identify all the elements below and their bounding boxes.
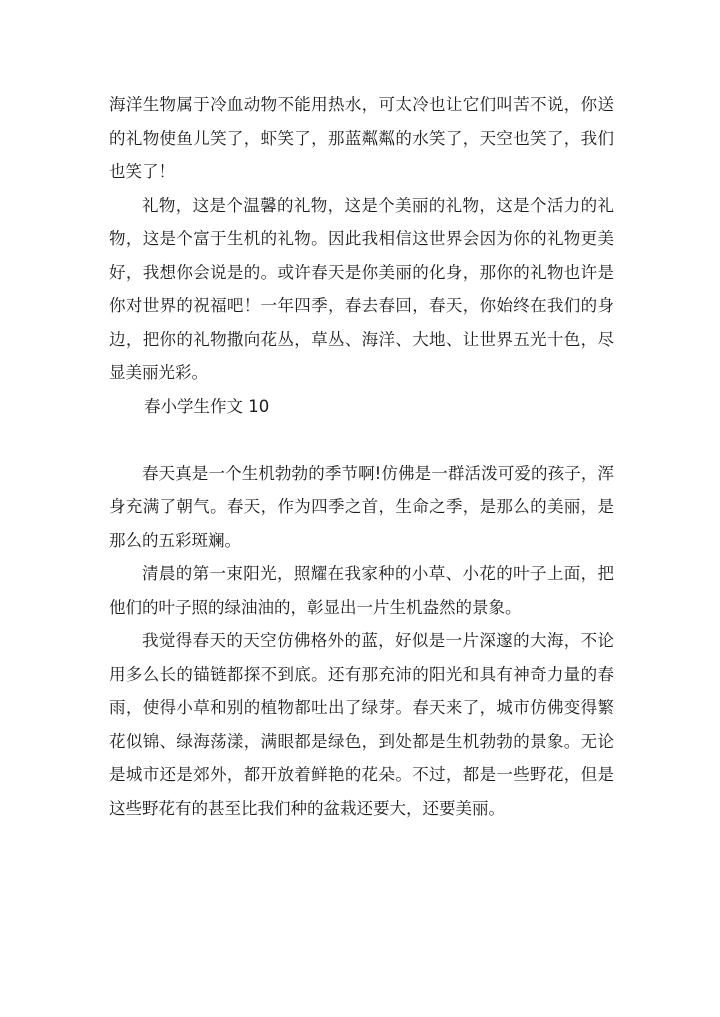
- paragraph-spring-sky: 我觉得春天的天空仿佛格外的蓝，好似是一片深邃的大海，不论用多么长的锚链都探不到底。还有那充沛的阳光和具有神奇力量的春雨，使得小草和别的植物都吐出了绿芽。春天来了，城市仿佛变得繁花似锦、绿海荡漾，满眼都是绿色，到处都是生机勃勃的景象。无论是城市还是郊外，都开放着鲜艳的花朵。不过，都是一些野花，但是这些野花有的甚至比我们种的盆栽还要大，还要美丽。: [109, 631, 614, 818]
- section-heading: 春小学生作文 10: [144, 396, 270, 416]
- paragraph-spring-intro: 春天真是一个生机勃勃的季节啊!仿佛是一群活泼可爱的孩子，浑身充满了朝气。春天，作为四季之首，生命之季，是那么的美丽，是那么的五彩斑斓。: [109, 463, 614, 550]
- document-body: [109, 88, 614, 825]
- blank-line: [109, 423, 614, 457]
- paragraph-continuation: 海洋生物属于冷血动物不能用热水，可太冷也让它们叫苦不说，你送的礼物使鱼儿笑了，虾笑了，那蓝粼粼的水笑了，天空也笑了，我们也笑了！: [109, 95, 614, 181]
- paragraph-gift: 礼物，这是个温馨的礼物，这是个美丽的礼物，这是个活力的礼物，这是个富于生机的礼物。因此我相信这世界会因为你的礼物更美好，我想你会说是的。或许春天是你美丽的化身，那你的礼物也许是你对世界的祝福吧！一年四季，春去春回，春天，你始终在我们的身边，把你的礼物撒向花丛，草丛、海洋、大地、让世界五光十色，尽显美丽光彩。: [109, 195, 614, 382]
- paragraph-morning-sun: 清晨的第一束阳光，照耀在我家种的小草、小花的叶子上面，把他们的叶子照的绿油油的，彰显出一片生机盎然的景象。: [109, 564, 614, 617]
